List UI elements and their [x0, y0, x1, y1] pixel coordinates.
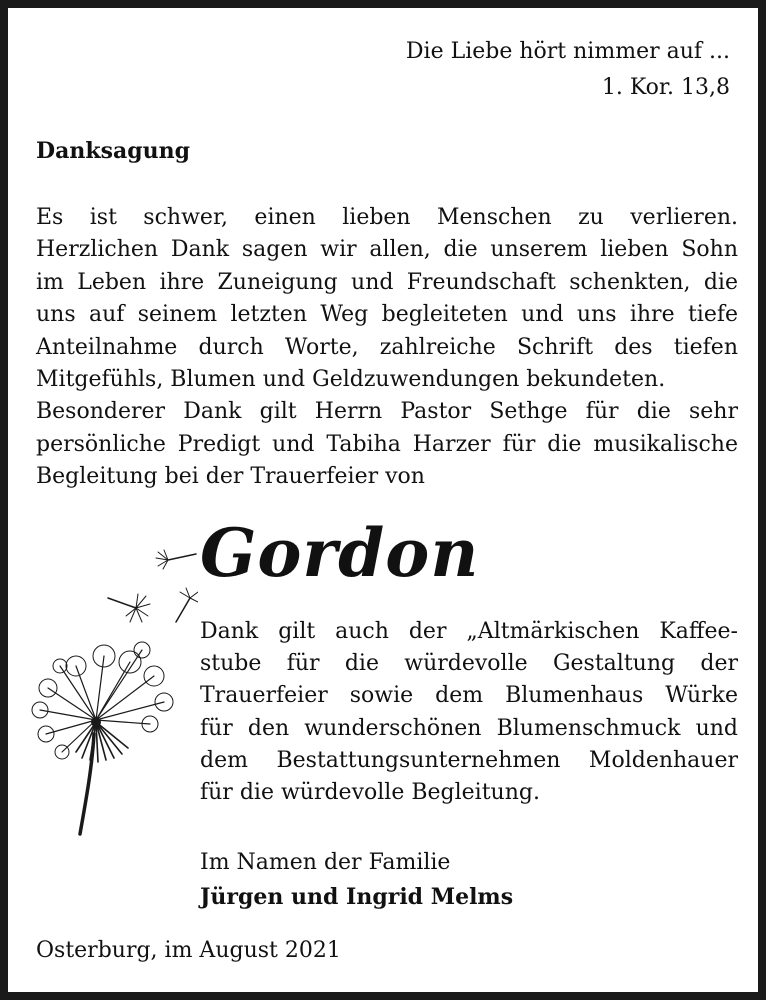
thanks-line: stube für die würdevolle Gestaltung der	[200, 651, 738, 677]
intro-line: Anteilnahme durch Worte, zahlreiche Schrift des tiefen	[36, 334, 738, 360]
motto-reference: 1. Kor. 13,8	[601, 75, 730, 100]
intro-line: im Leben ihre Zuneigung und Freundschaft schenkten, die	[36, 269, 738, 295]
intro-paragraph	[36, 202, 738, 494]
intro-line: Besonderer Dank gilt Herrn Pastor Sethge für die sehr	[36, 399, 738, 425]
flying-seed-icon	[176, 588, 198, 622]
intro-line: persönliche Predigt und Tabiha Harzer für die musikalische	[36, 431, 738, 457]
thanks-paragraph	[200, 616, 738, 809]
family-signoff	[200, 846, 513, 914]
thanks-line: Trauerfeier sowie dem Blumenhaus Würke	[200, 683, 738, 709]
bible-motto	[406, 34, 730, 106]
thanks-line: dem Bestattungsunternehmen Moldenhauer	[200, 747, 738, 773]
deceased-name: Gordon	[200, 514, 480, 592]
flying-seed-icon	[108, 594, 150, 622]
intro-line: Mitgefühls, Blumen und Geldzuwendungen bekundeten.	[36, 367, 666, 393]
intro-line: Herzlichen Dank sagen wir allen, die unserem lieben Sohn	[36, 237, 738, 263]
motto-quote: Die Liebe hört nimmer auf ...	[405, 39, 730, 64]
dandelion-icon	[18, 538, 198, 838]
intro-line: uns auf seinem letzten Weg begleiteten und uns ihre tiefe	[36, 302, 738, 328]
thanks-line: für den wunderschönen Blumenschmuck und	[200, 715, 738, 741]
flying-seed-icon	[156, 550, 196, 569]
family-names: Jürgen und Ingrid Melms	[200, 884, 514, 910]
intro-line: Begleitung bei der Trauerfeier von	[36, 464, 425, 490]
place-and-date: Osterburg, im August 2021	[36, 938, 341, 963]
notice-heading: Danksagung	[36, 138, 190, 164]
on-behalf-text: Im Namen der Familie	[200, 850, 451, 875]
thanks-line: Dank gilt auch der „Altmärkischen Kaffee-	[200, 619, 738, 644]
thanks-line: für die würdevolle Begleitung.	[200, 780, 540, 806]
intro-line: Es ist schwer, einen lieben Menschen zu verlieren.	[36, 205, 738, 230]
